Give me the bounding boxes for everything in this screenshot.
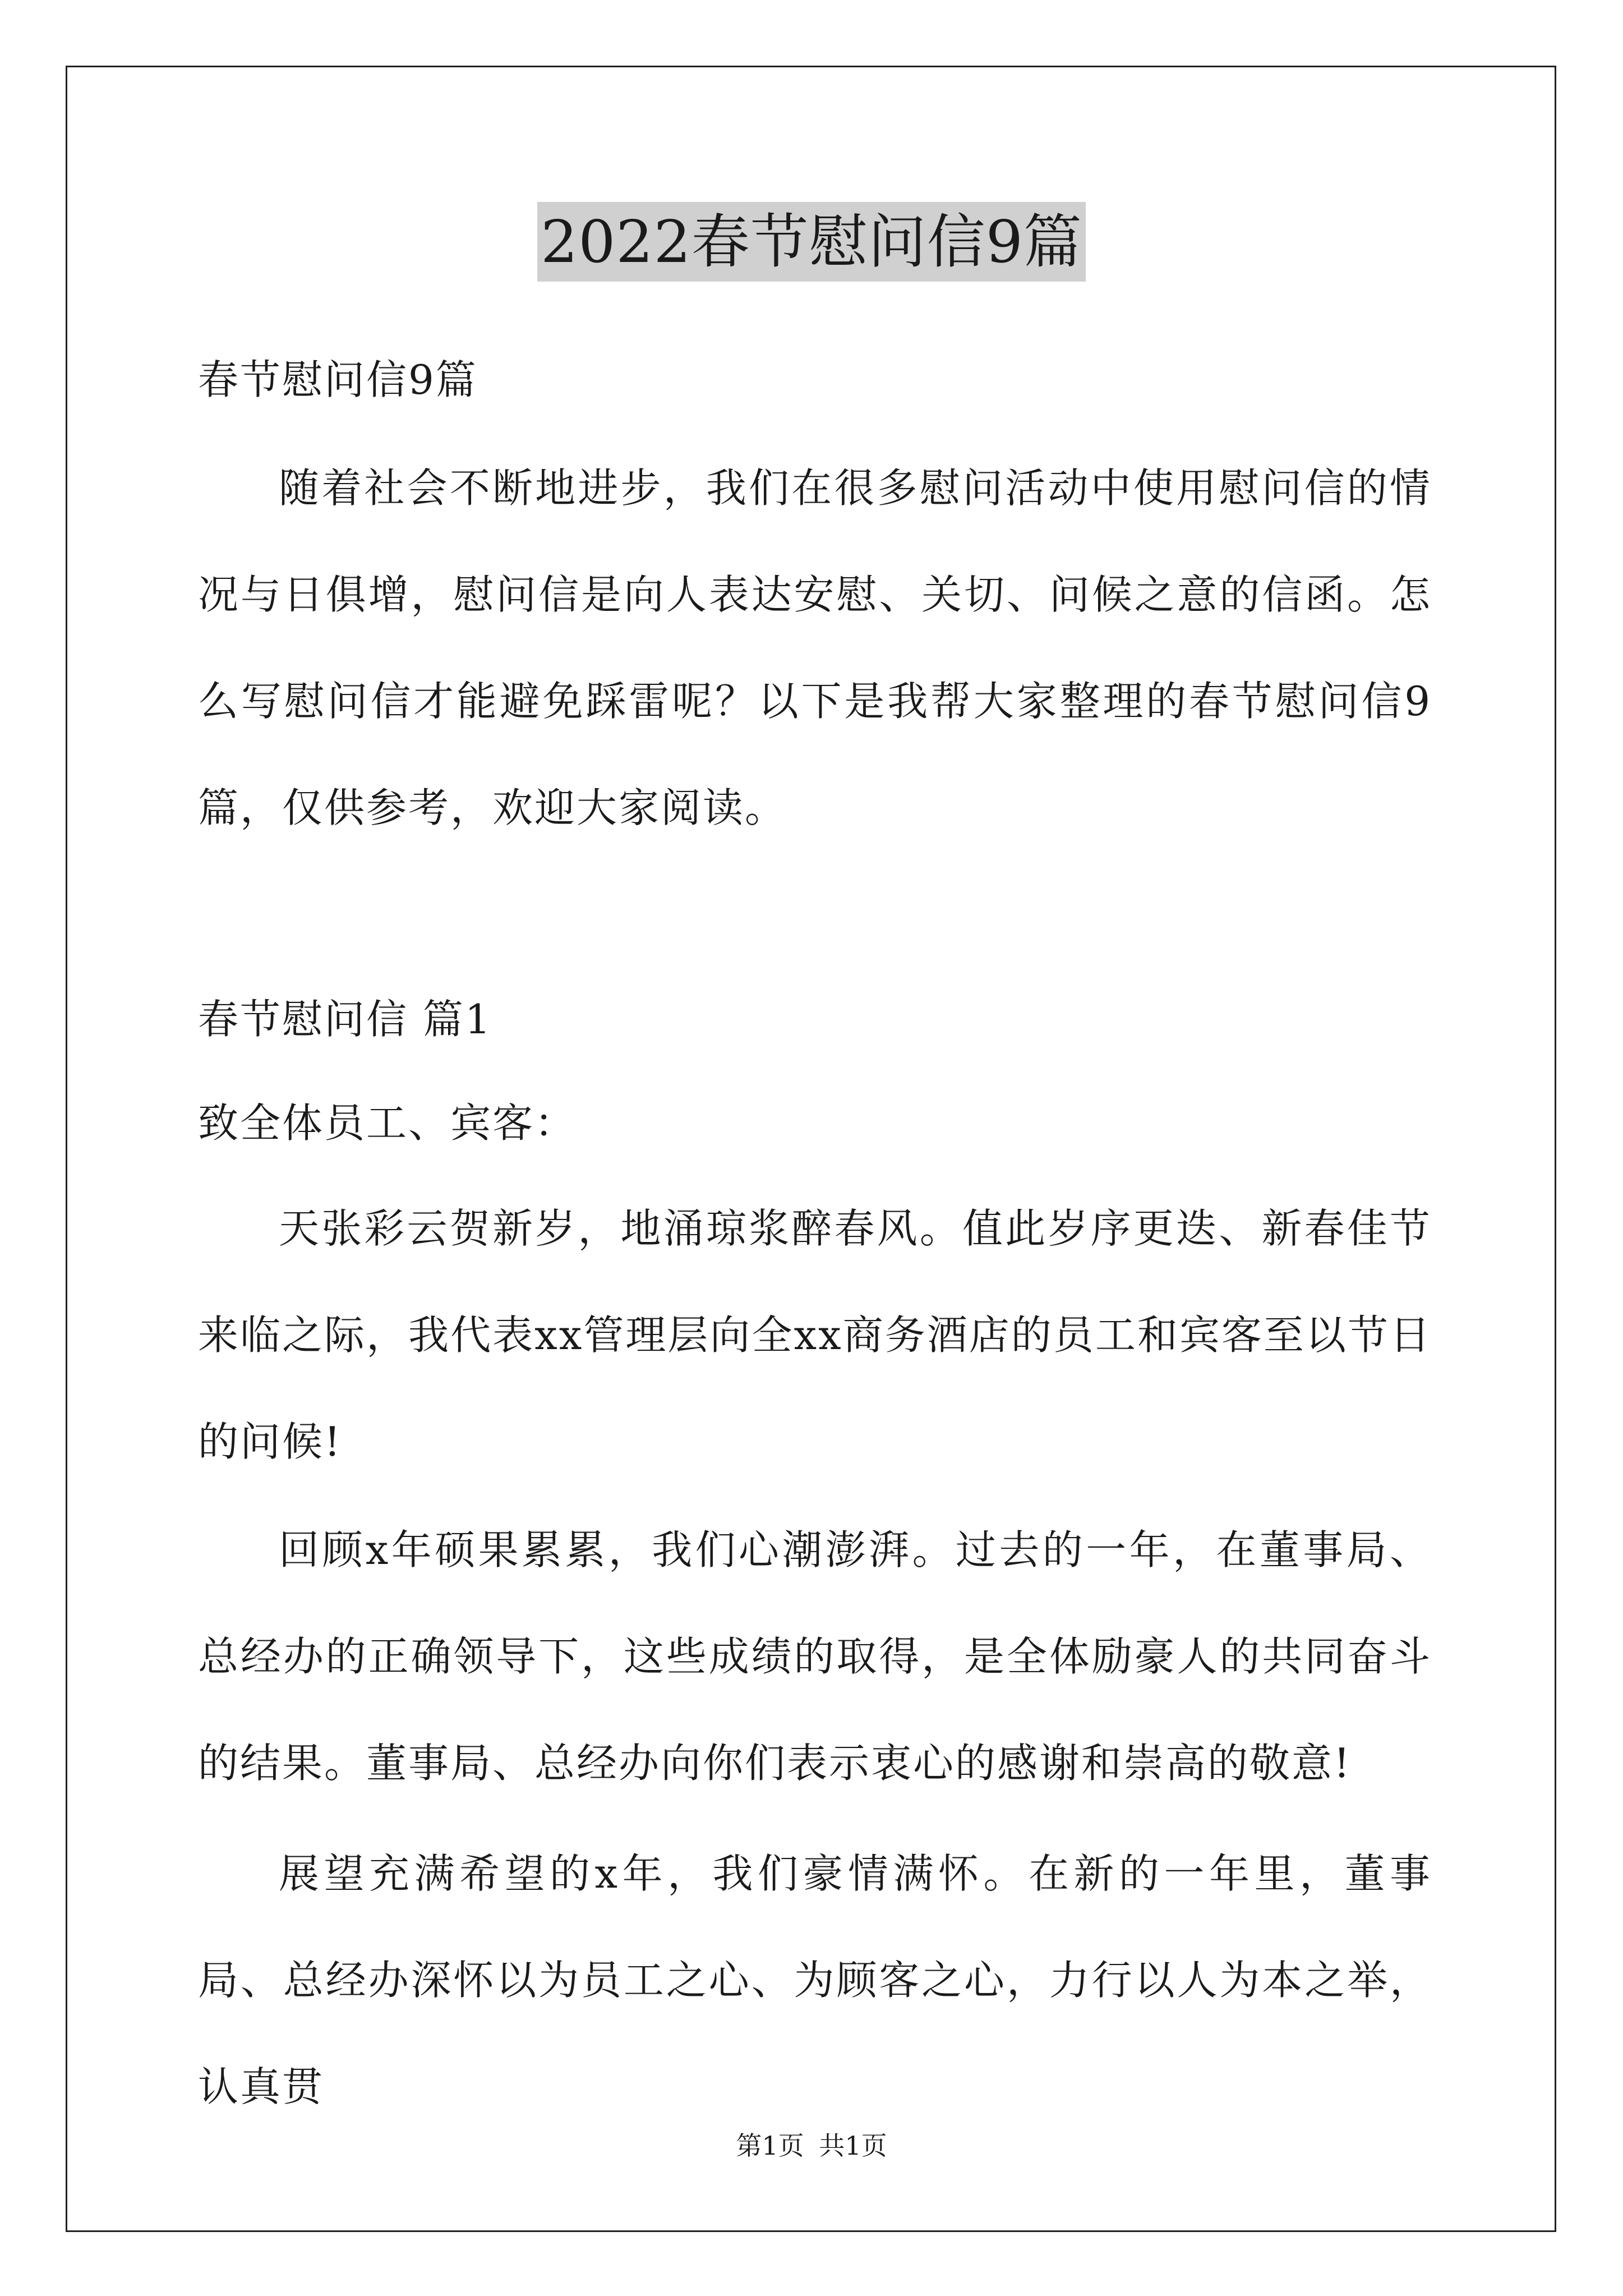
paragraph-2: 回顾x年硕果累累，我们心潮澎湃。过去的一年，在董事局、总经办的正确领导下，这些成绩的取得，是全体励豪人的共同奋斗的结果。董事局、总经办向你们表示衷心的感谢和崇高的敬意! — [198, 1526, 1432, 1787]
paragraph-1: 天张彩云贺新岁，地涌琼浆醉春风。值此岁序更迭、新春佳节来临之际，我代表xx管理层向全xx商务酒店的员工和宾客至以节日的问候! — [198, 1205, 1432, 1465]
intro-paragraph: 随着社会不断地进步，我们在很多慰问活动中使用慰问信的情况与日俱增，慰问信是向人表达安慰、关切、问候之意的信函。怎么写慰问信才能避免踩雷呢？以下是我帮大家整理的春节慰问信9篇，仅供参考，欢迎大家阅读。 — [198, 464, 1432, 831]
document-subtitle: 春节慰问信9篇 — [198, 356, 478, 403]
page-footer — [0, 2129, 1623, 2162]
paragraph-3: 展望充满希望的x年，我们豪情满怀。在新的一年里，董事局、总经办深怀以为员工之心、为顾客之心，力行以人为本之举，认真贯 — [198, 1850, 1432, 2110]
title-container — [0, 202, 1623, 282]
section-heading: 春节慰问信 篇1 — [198, 996, 492, 1043]
document-title: 2022春节慰问信9篇 — [537, 202, 1086, 282]
page-number: 第1页 — [736, 2131, 804, 2161]
page-total: 共1页 — [819, 2131, 887, 2161]
salutation: 致全体员工、宾客： — [198, 1099, 577, 1147]
